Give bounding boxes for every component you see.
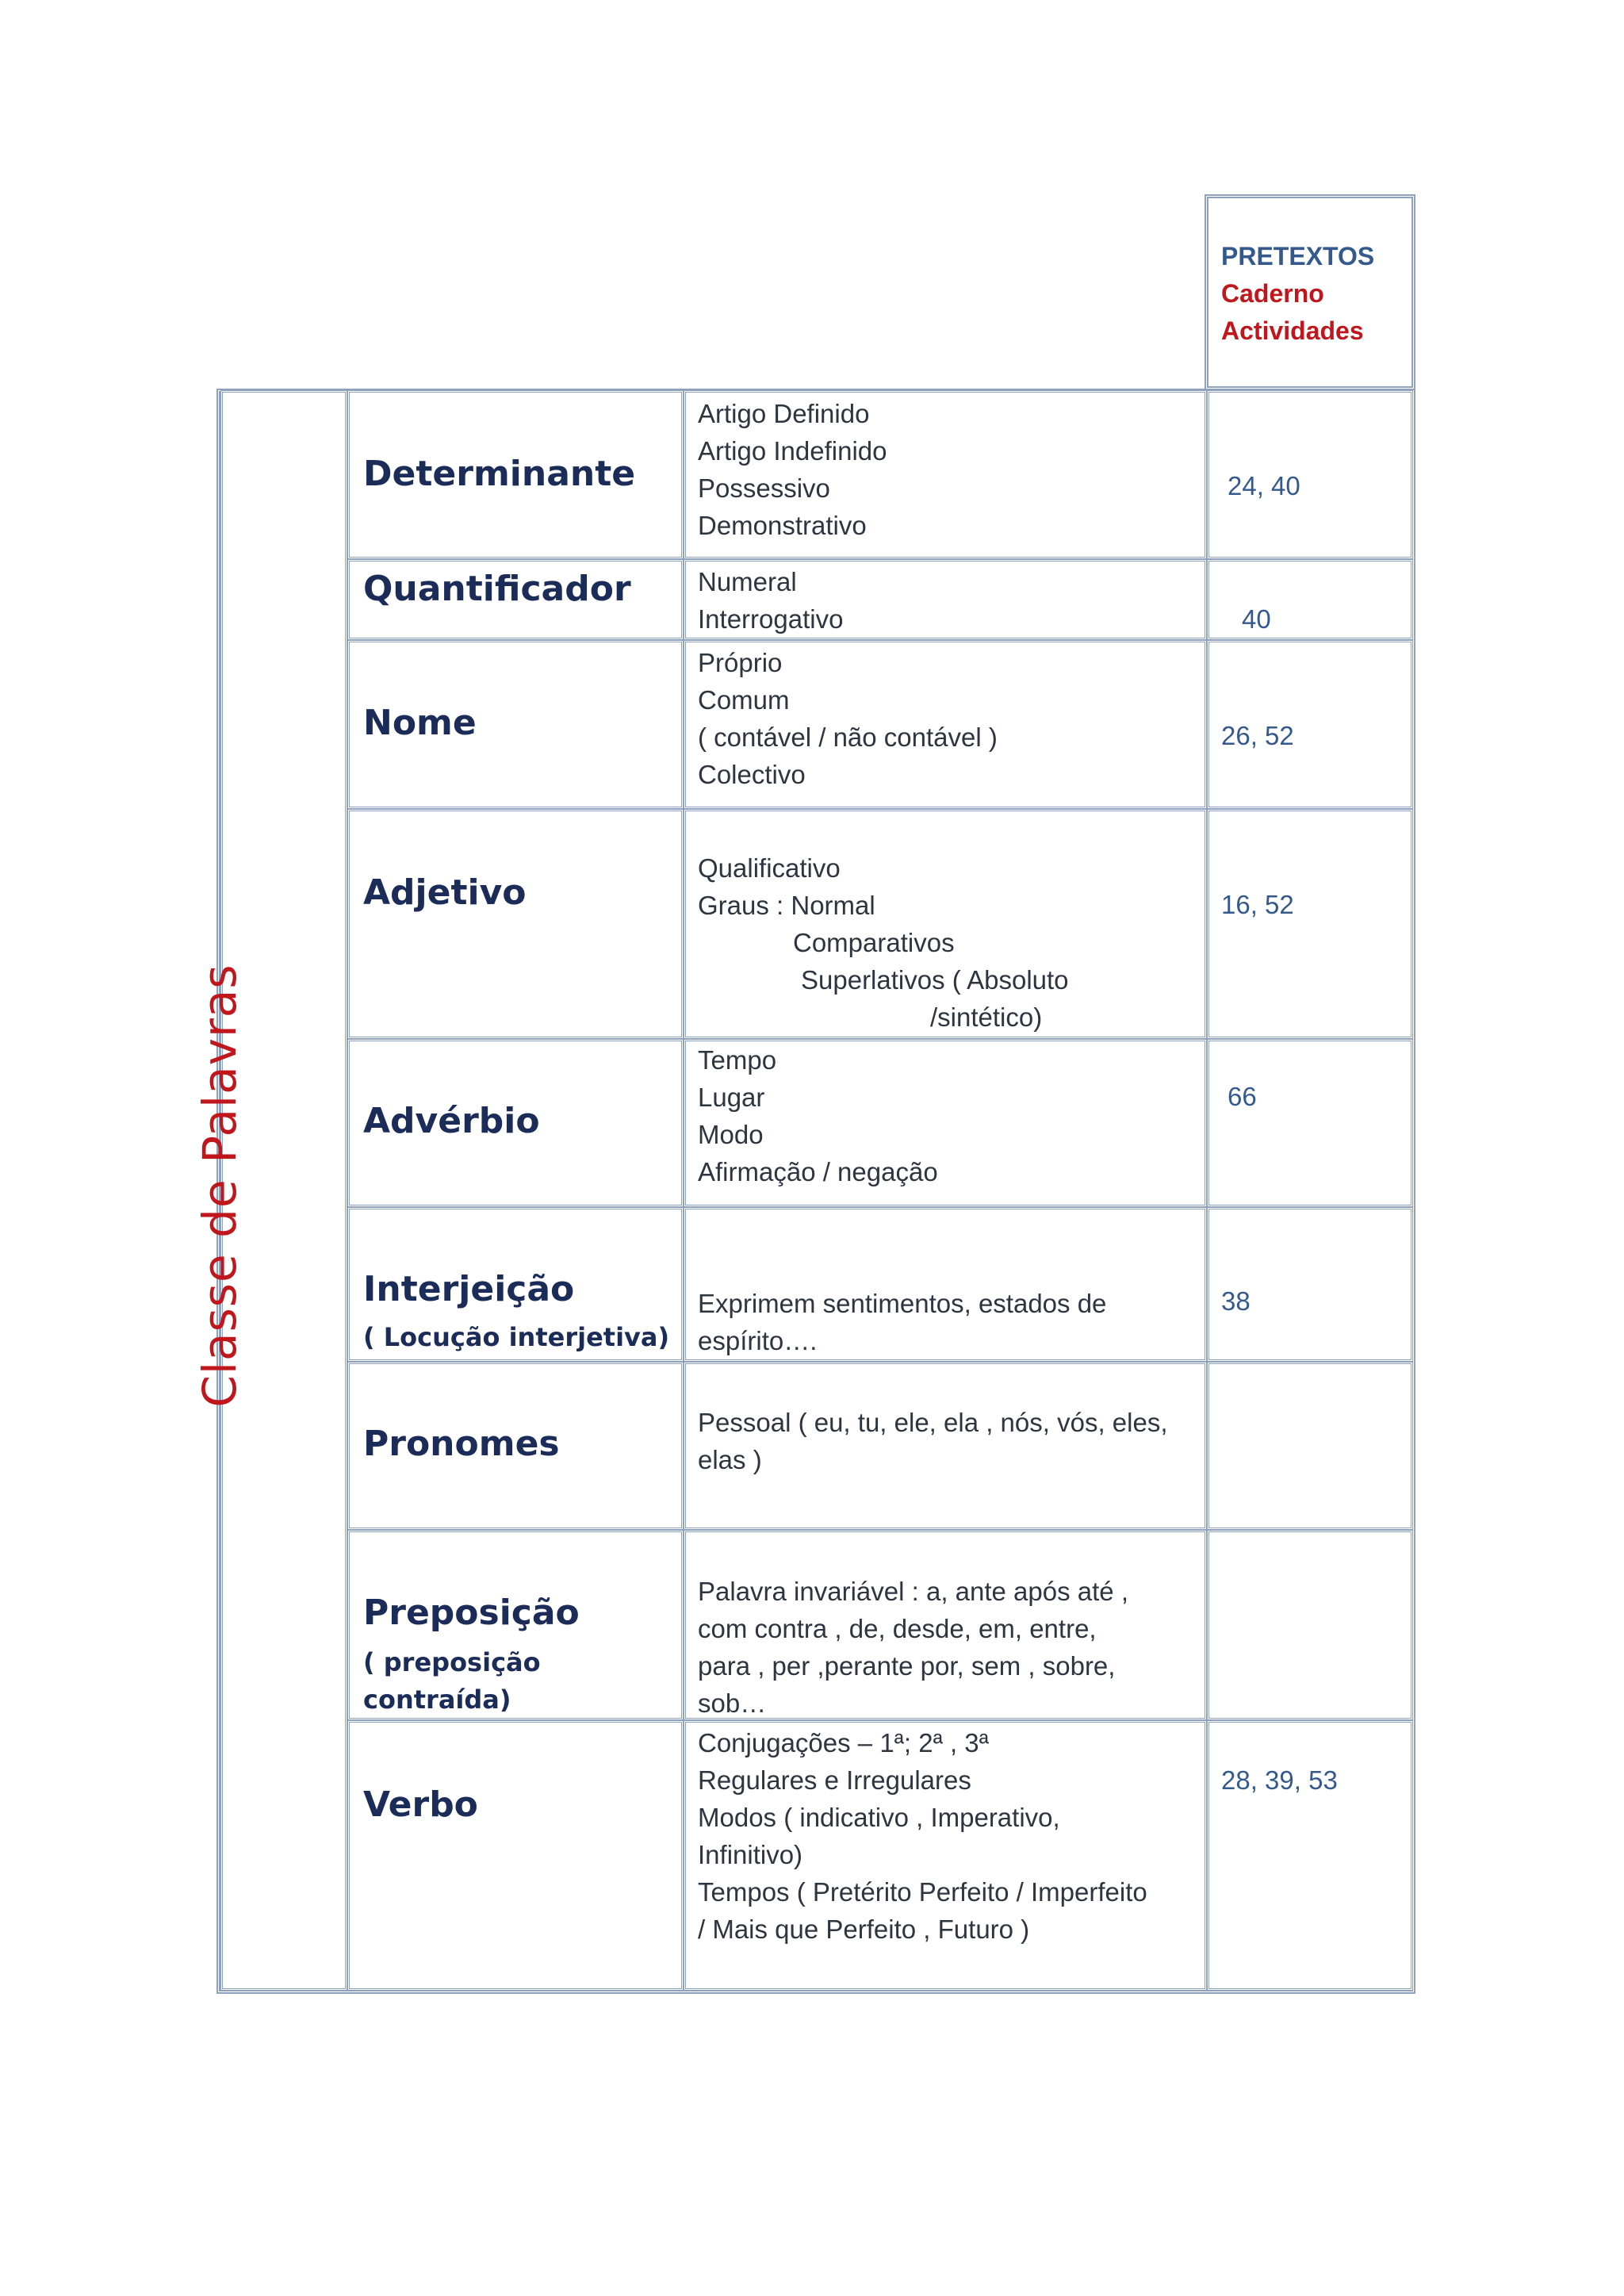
page-numbers: 28, 39, 53: [1221, 1765, 1338, 1795]
pages-cell: [1207, 809, 1413, 1039]
description: Exprimem sentimentos, estados de espírito….: [698, 1289, 1107, 1355]
description: Artigo Definido Artigo Indefinido Possessivo Demonstrativo: [698, 399, 887, 540]
class-name: Determinante: [363, 454, 636, 494]
page-numbers: 40: [1242, 604, 1271, 634]
description: Conjugações – 1ª; 2ª , 3ª Regulares e Irregulares Modos ( indicativo , Imperativo, Infinitivo) Tempos ( Pretérito Perfeito / Imperfeito / Mais que Perfeito , Futuro ): [698, 1728, 1147, 1944]
class-name: Verbo: [363, 1784, 478, 1825]
class-name: Pronomes: [363, 1424, 560, 1464]
class-name: Nome: [363, 703, 477, 743]
pages-cell: [1207, 1207, 1413, 1362]
page-numbers: 24, 40: [1228, 471, 1300, 500]
class-name: Adjetivo: [363, 872, 527, 913]
class-name: Quantificador: [363, 569, 631, 609]
pages-cell: [1207, 1720, 1413, 1991]
pages-cell: [1207, 1530, 1413, 1720]
header-subtitle-2: Actividades: [1221, 316, 1364, 345]
description: Qualificativo Graus : Normal Comparativos Superlativos ( Absoluto /sintético): [698, 853, 1069, 1032]
header-text: [1221, 238, 1374, 350]
description: Próprio Comum ( contável / não contável ) Colectivo: [698, 648, 998, 789]
class-name: Preposição: [363, 1593, 580, 1633]
description: Pessoal ( eu, tu, ele, ela , nós, vós, eles, elas ): [698, 1408, 1168, 1474]
page-numbers: 66: [1228, 1082, 1257, 1111]
class-name: Advérbio: [363, 1101, 540, 1141]
pages-cell: [1207, 1362, 1413, 1530]
description: Numeral Interrogativo: [698, 567, 844, 634]
vertical-label: Classe de Palavras: [193, 964, 247, 1408]
class-name: Interjeição: [363, 1269, 575, 1309]
class-cell: [347, 1720, 684, 1991]
class-subtitle: ( preposição contraída): [363, 1647, 541, 1715]
page-numbers: 16, 52: [1221, 890, 1294, 919]
description: Tempo Lugar Modo Afirmação / negação: [698, 1045, 938, 1186]
class-subtitle: ( Locução interjetiva): [363, 1322, 670, 1352]
page-numbers: 26, 52: [1221, 721, 1294, 750]
class-cell: [347, 809, 684, 1039]
pages-cell: [1207, 559, 1413, 640]
description: Palavra invariável : a, ante após até , com contra , de, desde, em, entre, para , per ,perante por, sem , sobre, sob…: [698, 1577, 1128, 1718]
header-title: PRETEXTOS: [1221, 242, 1375, 270]
pages-cell: [1207, 1039, 1413, 1207]
header-subtitle-1: Caderno: [1221, 279, 1324, 308]
page-numbers: 38: [1221, 1286, 1251, 1316]
